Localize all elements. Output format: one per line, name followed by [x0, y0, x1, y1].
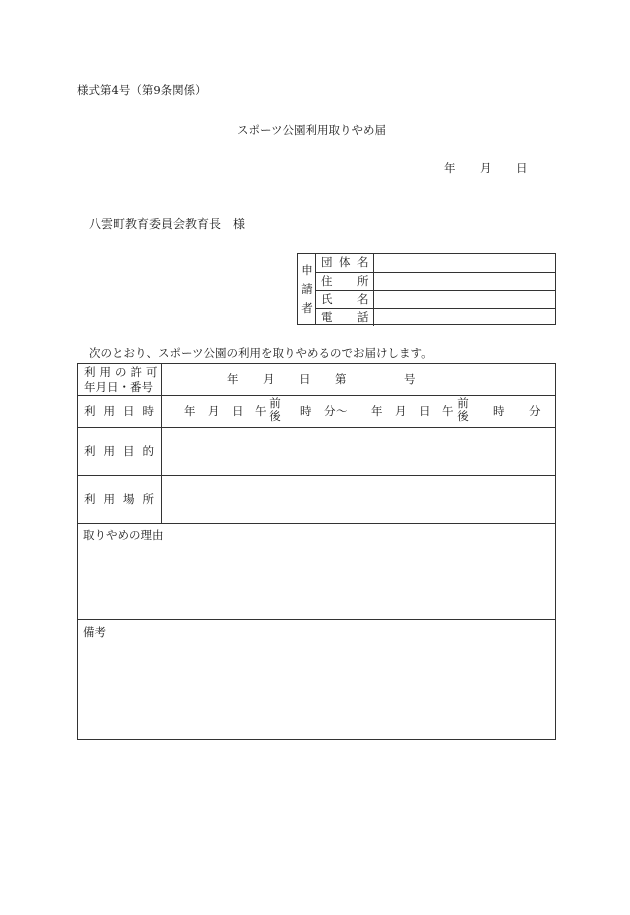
row-divider [78, 395, 555, 396]
applicant-side-label [298, 254, 316, 324]
to-ampm-choice[interactable] [456, 398, 470, 424]
row-divider [78, 427, 555, 428]
range-separator: ～ [336, 404, 348, 418]
applicant-label: 団 体 名 [316, 254, 374, 272]
to-day: 日 [419, 404, 431, 418]
place-label: 利用場所 [84, 492, 162, 506]
from-day: 日 [232, 404, 244, 418]
date-year: 年 [444, 161, 456, 175]
row-divider [78, 523, 555, 524]
to-minute: 分 [529, 404, 541, 418]
permit-year: 年 [227, 372, 239, 386]
applicant-side-char: 申 [301, 263, 313, 277]
applicant-side-char: 請 [301, 282, 313, 296]
intro-text: 次のとおり、スポーツ公園の利用を取りやめるのでお届けします。 [89, 346, 433, 360]
form-number: 様式第4号（第9条関係） [77, 83, 207, 97]
usage-datetime-label: 利用日時 [84, 404, 162, 418]
to-hour: 時 [493, 404, 505, 418]
am-option[interactable]: 前 [457, 396, 469, 410]
permit-number-prefix: 第 [335, 372, 347, 386]
addressee: 八雲町教育委員会教育長 様 [89, 217, 246, 231]
applicant-label: 電 話 [316, 309, 374, 326]
from-minute: 分 [324, 404, 336, 418]
from-ampm-prefix: 午 [255, 404, 267, 418]
from-hour: 時 [300, 404, 312, 418]
row-divider [78, 475, 555, 476]
cancellation-form-table [77, 363, 556, 740]
date-month: 月 [480, 161, 492, 175]
permit-month: 月 [263, 372, 275, 386]
row-divider [78, 619, 555, 620]
am-option[interactable]: 前 [269, 396, 281, 410]
applicant-row-name [316, 290, 555, 308]
pm-option[interactable]: 後 [269, 409, 281, 423]
permit-label-line1: 利用の許可 [84, 365, 162, 379]
to-ampm-prefix: 午 [442, 404, 454, 418]
date-day: 日 [516, 161, 528, 175]
to-year: 年 [371, 404, 383, 418]
applicant-row-address [316, 272, 555, 290]
applicant-row-group-name [316, 254, 555, 272]
purpose-label: 利用目的 [84, 444, 162, 458]
remarks-label: 備考 [83, 625, 106, 639]
permit-label-line2: 年月日・番号 [84, 380, 153, 394]
permit-day: 日 [299, 372, 311, 386]
applicant-label: 氏 名 [316, 291, 374, 308]
applicant-table [297, 253, 556, 325]
to-month: 月 [395, 404, 407, 418]
from-year: 年 [184, 404, 196, 418]
pm-option[interactable]: 後 [457, 409, 469, 423]
permit-number-suffix: 号 [404, 372, 416, 386]
reason-label: 取りやめの理由 [83, 528, 164, 542]
applicant-side-char: 者 [301, 301, 313, 315]
applicant-row-phone [316, 308, 555, 326]
from-ampm-choice[interactable] [268, 398, 282, 424]
applicant-label: 住 所 [316, 273, 374, 290]
from-month: 月 [208, 404, 220, 418]
page-title: スポーツ公園利用取りやめ届 [237, 123, 387, 137]
